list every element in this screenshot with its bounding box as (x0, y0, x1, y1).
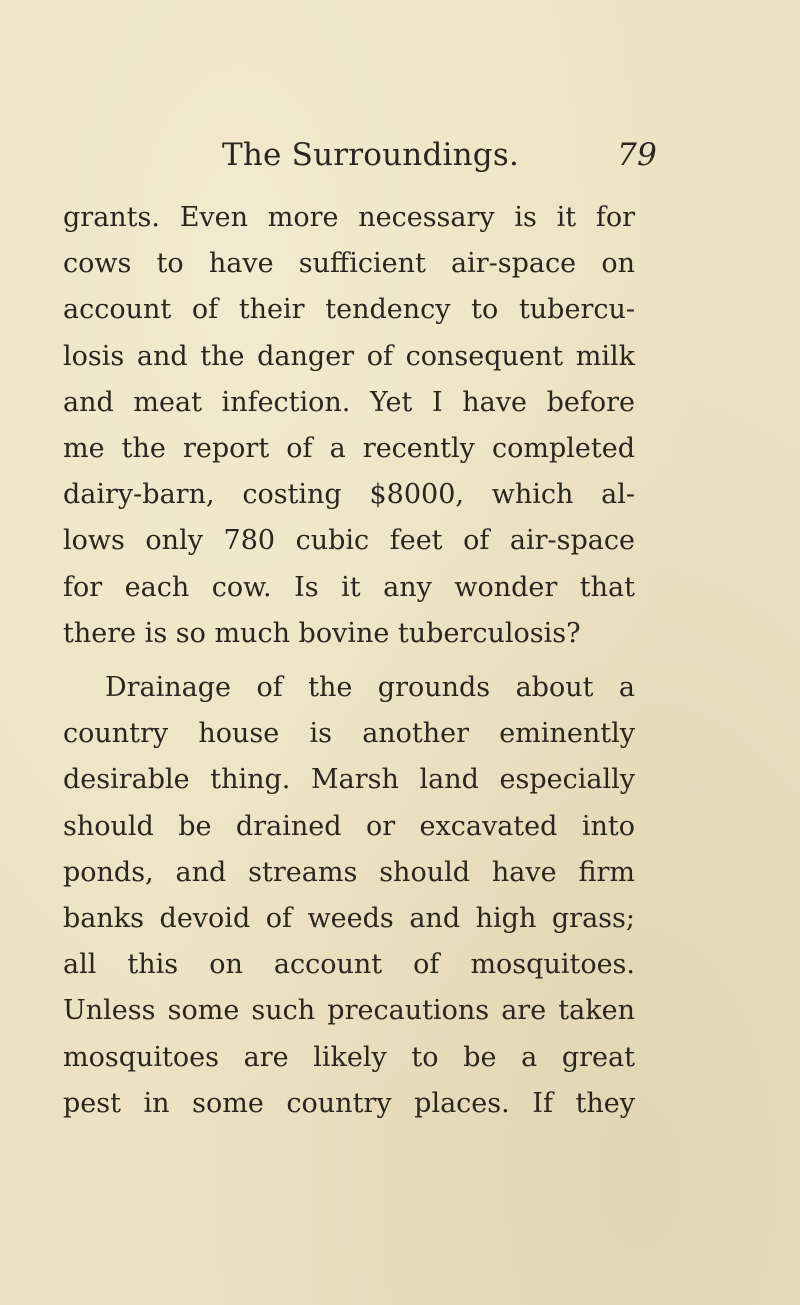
text-line: for each cow. Is it any wonder that (63, 571, 635, 603)
text-line: cows to have sufficient air-space on (63, 248, 635, 280)
text-line: banks devoid of weeds and high grass; (63, 902, 635, 934)
page-number: 79 (617, 137, 657, 173)
text-line: pest in some country places. If they (63, 1087, 635, 1119)
paragraph-airspace (63, 195, 635, 657)
paragraph-drainage (63, 665, 635, 1127)
text-line: lows only 780 cubic feet of air-space (63, 525, 635, 557)
text-line: ponds, and streams should have firm (63, 856, 635, 888)
text-line: country house is another eminently (63, 718, 635, 750)
text-line: mosquitoes are likely to be a great (63, 1041, 635, 1073)
text-line: dairy-barn, costing $8000, which al- (63, 479, 635, 511)
text-line: losis and the danger of consequent milk (63, 340, 635, 372)
text-line: grants. Even more necessary is it for (63, 202, 635, 233)
text-line: there is so much bovine tuberculosis? (63, 617, 581, 649)
running-head (222, 137, 657, 187)
text-line: desirable thing. Marsh land especially (63, 764, 635, 796)
text-line: Drainage of the grounds about a (105, 672, 635, 703)
text-line: Unless some such precautions are taken (63, 995, 635, 1027)
text-line: should be drained or excavated into (63, 810, 635, 842)
chapter-title: The Surroundings. (222, 137, 520, 173)
text-line: account of their tendency to tubercu- (63, 294, 635, 326)
text-line: all this on account of mosquitoes. (63, 949, 635, 981)
text-line: me the report of a recently completed (63, 432, 635, 464)
text-line: and meat infection. Yet I have before (63, 386, 635, 418)
